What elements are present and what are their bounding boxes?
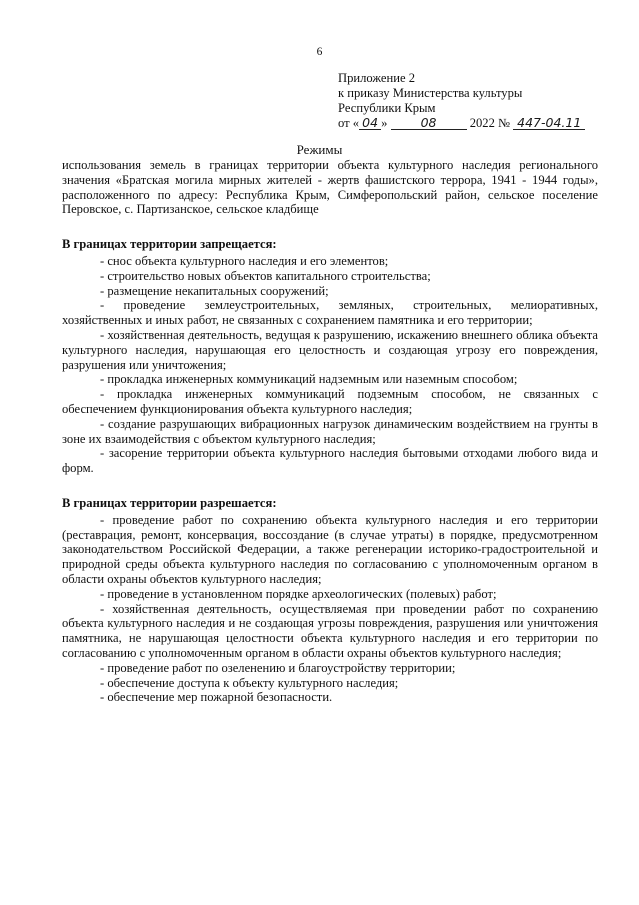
prohibited-item: - засорение территории объекта культурного наследия бытовыми отходами любого вида и форм. [62, 446, 598, 476]
permitted-item: - хозяйственная деятельность, осуществляемая при проведении работ по сохранению объекта культурного наследия и не создающая угрозы повреждения, разрушения или уничтожения памятника, не нарушающая целостности объекта культурного наследия и его территории по согласованию с уполномоченным органом в области охраны объектов культурного наследия; [62, 601, 598, 660]
prohibited-item: - хозяйственная деятельность, ведущая к разрушению, искажению внешнего облика объекта культурного наследия, нарушающая его целостность и создающая угрозу его повреждения, разрушения или уничтожения; [62, 327, 598, 372]
date-mid: » [381, 116, 388, 130]
appendix-header [338, 71, 618, 131]
date-month-handwritten: 08 [391, 116, 467, 130]
page-number: 6 [316, 46, 323, 58]
prohibited-item: - строительство новых объектов капитального строительства; [100, 268, 431, 283]
date-year: 2022 № [469, 116, 511, 130]
permitted-item: - проведение работ по озеленению и благоустройству территории; [100, 660, 456, 675]
prohibited-item: - создание разрушающих вибрационных нагрузок динамическим воздействием на грунты в зоне их взаимодействия с объектом культурного наследия; [62, 416, 598, 446]
appendix-line-2: к приказу Министерства культуры [338, 86, 523, 100]
appendix-line-1: Приложение 2 [338, 71, 416, 85]
prohibited-item: - прокладка инженерных коммуникаций подземным способом, не связанных с обеспечением функционирования объекта культурного наследия; [62, 387, 598, 416]
appendix-date-line [338, 116, 618, 131]
permitted-item: - проведение работ по сохранению объекта культурного наследия и его территории (реставрация, ремонт, консервация, воссоздание (в случае утраты) в порядке, предусмотренном законодательством Российской Федерации, а также регенерации историко-градостроительной и природной среды объекта культурного наследия по согласованию с уполномоченным органом в области охраны объектов культурного наследия; [62, 512, 598, 586]
date-prefix: от « [338, 116, 360, 130]
prohibited-item: - размещение некапитальных сооружений; [100, 283, 329, 298]
prohibited-item: - снос объекта культурного наследия и его элементов; [100, 253, 389, 268]
prohibited-heading: В границах территории запрещается: [62, 237, 277, 252]
document-title: Режимы [296, 142, 343, 157]
intro-paragraph: использования земель в границах территории объекта культурного наследия регионального значения «Братская могила мирных жителей - жертв фашистского террора, 1941 - 1944 годы», расположенного по адресу: Республика Крым, Симферопольский район, сельское поселение Перовское, с. Партизанское, сельское кладбище [62, 158, 598, 217]
permitted-heading: В границах территории разрешается: [62, 495, 277, 510]
document-body [62, 158, 598, 705]
permitted-item: - обеспечение доступа к объекту культурного наследия; [100, 675, 399, 690]
order-number-handwritten: 447-04.11 [513, 116, 585, 130]
date-day-handwritten: 04 [359, 116, 381, 130]
prohibited-item: - проведение землеустроительных, земляных, строительных, мелиоративных, хозяйственных и иных работ, не связанных с сохранением памятника и его территории; [62, 298, 598, 328]
permitted-item: - проведение в установленном порядке археологических (полевых) работ; [100, 586, 497, 601]
appendix-line-3: Республики Крым [338, 101, 436, 115]
permitted-item: - обеспечение мер пожарной безопасности. [100, 690, 333, 705]
prohibited-item: - прокладка инженерных коммуникаций надземным или наземным способом; [100, 372, 518, 387]
